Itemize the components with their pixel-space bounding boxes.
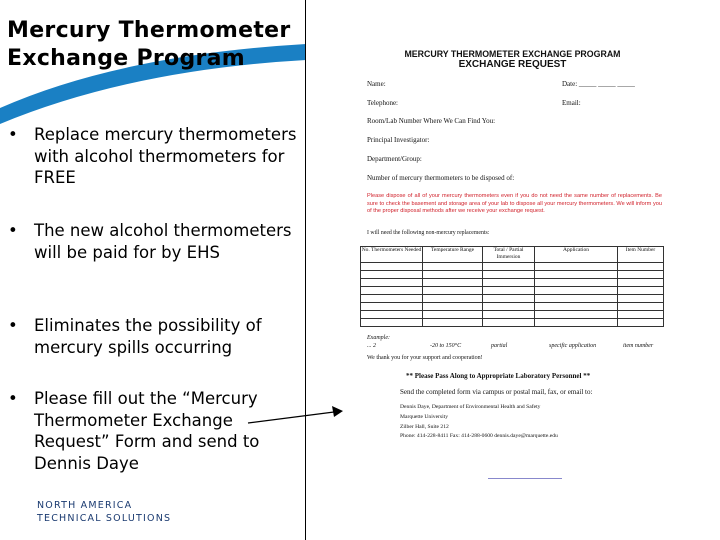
count-label: Number of mercury thermometers to be disposed of:: [367, 174, 515, 182]
bullet-item: • Please fill out the “Mercury Thermometer Exchange Request” Form and send to Dennis Daye: [8, 388, 298, 474]
example-value: partial: [491, 343, 508, 349]
date-label: Date: _____ _____ _____: [562, 80, 635, 88]
column-header: Total / Partial Immersion: [483, 247, 535, 263]
bullet-item: • Replace mercury thermometers with alcohol thermometers for FREE: [8, 124, 298, 189]
dept-label: Department/Group:: [367, 155, 422, 163]
column-header: Application: [535, 247, 618, 263]
thanks-text: We thank you for your support and cooperation!: [367, 355, 483, 361]
table-row: [361, 263, 664, 271]
logo-line-1: NORTH AMERICA: [37, 500, 133, 511]
example-label: Example:: [367, 335, 390, 341]
table-row: [361, 279, 664, 287]
form-title: MERCURY THERMOMETER EXCHANGE PROGRAM: [404, 49, 621, 59]
footer-rule: [488, 478, 562, 479]
example-value: specific application: [549, 343, 597, 349]
logo-line-2: TECHNICAL SOLUTIONS: [37, 512, 172, 524]
disposal-notice: Please dispose of all of your mercury thermometers even if you do not need the same number of replacements. Be sure to check the basement and storage area of your lab to dispose all your mercury thermometers. We will inform you of the proper disposal methods after we receive your exchange request.: [367, 193, 662, 214]
bullet-item: • Eliminates the possibility of mercury spills occurring: [8, 315, 298, 358]
table-row: [361, 303, 664, 311]
form-subtitle: EXCHANGE REQUEST: [458, 59, 567, 70]
email-label: Email:: [562, 99, 581, 107]
table-row: [361, 287, 664, 295]
contact-line: Phone: 414-228-8411 Fax: 414-288-0600 dennis.daye@marquette.edu: [400, 433, 558, 439]
address-line: Dennis Daye, Department of Environmental Health and Safety: [400, 404, 541, 410]
column-header: No. Thermometers Needed: [361, 247, 423, 263]
address-line: Marquette University: [400, 414, 449, 420]
bullet-item: • The new alcohol thermometers will be paid for by EHS: [8, 220, 298, 263]
column-header: Temperature Range: [423, 247, 483, 263]
address-line: Zilber Hall, Suite 212: [400, 424, 449, 430]
title-line-1: Mercury Thermometer: [7, 18, 291, 43]
table-row: [361, 319, 664, 327]
send-instructions: Send the completed form via campus or postal mail, fax, or email to:: [400, 388, 593, 396]
telephone-label: Telephone:: [367, 99, 398, 107]
column-header: Item Number: [618, 247, 664, 263]
table-row: [361, 295, 664, 303]
pass-along-text: ** Please Pass Along to Appropriate Laboratory Personnel **: [406, 372, 591, 380]
replacements-table: [360, 246, 664, 327]
table-row: [361, 311, 664, 319]
title-line-2: Exchange Program: [7, 46, 246, 71]
pi-label: Principal Investigator:: [367, 136, 430, 144]
need-label: I will need the following non-mercury replacements:: [367, 230, 490, 236]
room-label: Room/Lab Number Where We Can Find You:: [367, 117, 496, 125]
example-value: -20 to 150°C: [430, 343, 462, 349]
example-value: ... 2: [367, 343, 376, 349]
name-label: Name:: [367, 80, 386, 88]
example-value: item number: [623, 343, 654, 349]
table-row: [361, 271, 664, 279]
